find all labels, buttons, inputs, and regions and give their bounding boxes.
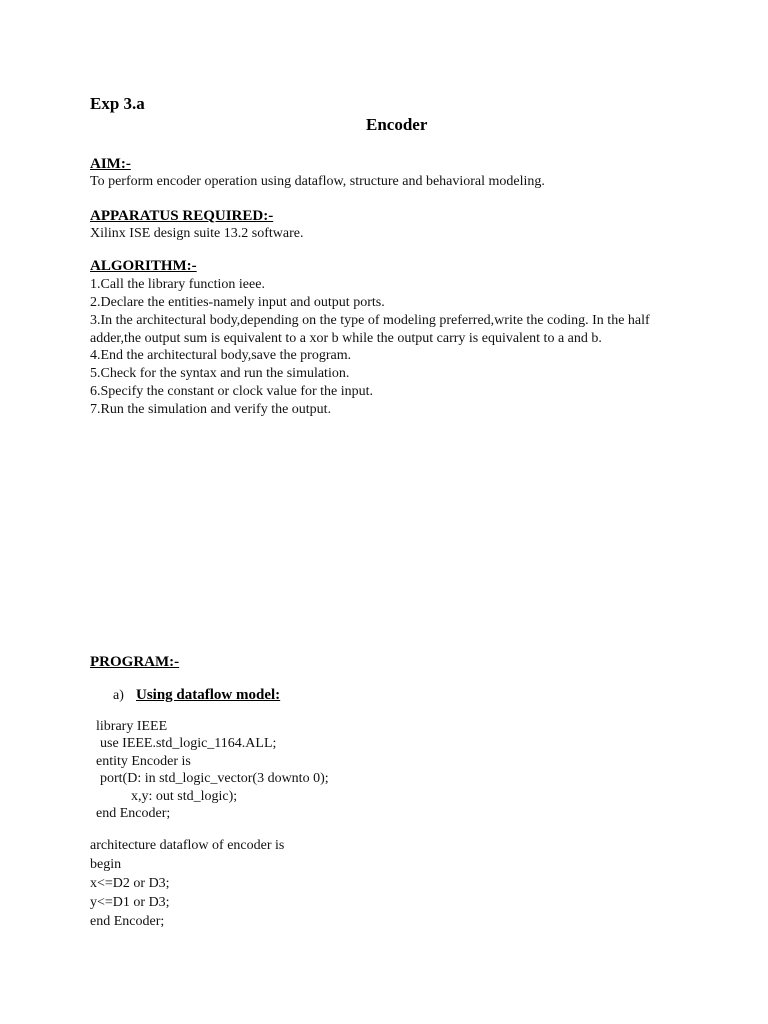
code-line: end Encoder; (96, 806, 171, 822)
code-line: port(D: in std_logic_vector(3 downto 0); (100, 771, 329, 787)
architecture-code-block (90, 836, 284, 931)
algorithm-step: 7.Run the simulation and verify the output. (90, 402, 332, 418)
algorithm-step: 4.End the architectural body,save the program. (90, 348, 352, 364)
code-line: x,y: out std_logic); (131, 788, 238, 804)
program-heading: PROGRAM:- (90, 654, 180, 670)
algorithm-heading: ALGORITHM:- (90, 258, 197, 274)
code-line: y<=D1 or D3; (90, 895, 170, 910)
algorithm-step: 6.Specify the constant or clock value for the input. (90, 384, 374, 400)
algorithm-step: 2.Declare the entities-namely input and output ports. (90, 294, 385, 310)
aim-text: To perform encoder operation using dataflow, structure and behavioral modeling. (90, 174, 545, 189)
code-line: architecture dataflow of encoder is (90, 838, 285, 853)
aim-heading: AIM:- (90, 156, 131, 172)
apparatus-text: Xilinx ISE design suite 13.2 software. (90, 226, 304, 241)
code-line: begin (90, 857, 122, 872)
code-line: library IEEE (96, 719, 168, 734)
algorithm-step: 1.Call the library function ieee. (90, 277, 265, 292)
algorithm-steps (90, 276, 682, 419)
algorithm-step: 3.In the architectural body,depending on the type of modeling preferred,write the coding. In the half adder,the output sum is equivalent to a xor b while the output carry is equivalent to a and b. (90, 312, 650, 346)
apparatus-heading: APPARATUS REQUIRED:- (90, 208, 274, 224)
list-marker: a) (113, 688, 124, 703)
code-line: x<=D2 or D3; (90, 876, 170, 891)
experiment-number: Exp 3.a (90, 94, 145, 113)
code-line: end Encoder; (90, 914, 165, 929)
algorithm-step: 5.Check for the syntax and run the simulation. (90, 366, 350, 382)
code-line: use IEEE.std_logic_1164.ALL; (100, 736, 277, 752)
document-title: Encoder (366, 115, 428, 134)
section-title: Using dataflow model: (136, 687, 281, 703)
entity-code-block (90, 718, 329, 822)
code-line: entity Encoder is (96, 753, 191, 769)
